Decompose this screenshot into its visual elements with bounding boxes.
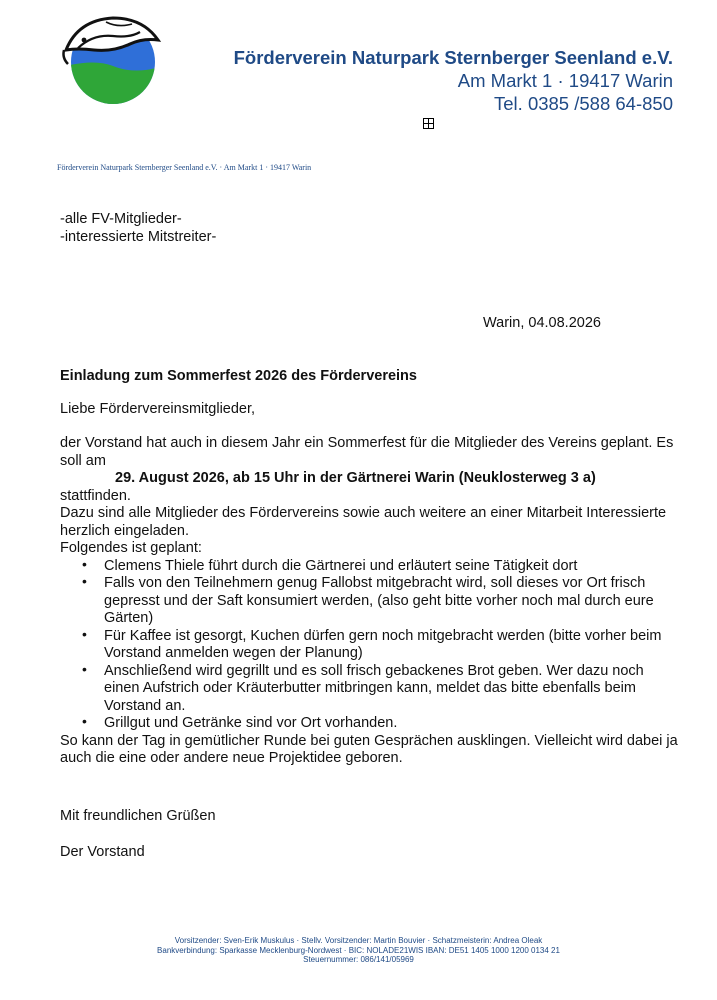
event-closing-text: stattfinden. — [60, 487, 131, 504]
bullet-icon: • — [82, 660, 87, 677]
list-item — [60, 660, 680, 716]
list-item — [60, 715, 680, 733]
list-item — [60, 575, 680, 628]
outro-paragraph: So kann der Tag in gemütlicher Runde bei guten Gesprächen ausklingen. Vielleicht wird dabei ja auch die eine oder andere neue Projektidee geboren. — [60, 732, 678, 766]
letter-signature: Der Vorstand — [60, 844, 145, 860]
sender-return-address: Förderverein Naturpark Sternberger Seenland e.V. · Am Markt 1 · 19417 Warin — [57, 163, 312, 172]
list-item-text: Anschließend wird gegrillt und es soll frisch gebackenes Brot geben. Wer dazu noch einen Aufstrich oder Kräuterbutter mitbringen kann, meldet das bitte ebenfalls beim Vorstand an. — [104, 662, 644, 714]
list-item — [60, 555, 680, 576]
recipient-block — [60, 210, 216, 246]
footer-tax-line: Steuernummer: 086/141/05969 — [303, 955, 414, 964]
anchor-move-icon[interactable] — [423, 118, 434, 129]
invitation-text: Dazu sind alle Mitglieder des Fördervereins sowie auch weitere an einer Mitarbeit Interessierte herzlich eingeladen. — [60, 505, 667, 539]
recipient-line: -interessierte Mitstreiter- — [60, 229, 217, 245]
letter-closing: Mit freundlichen Grüßen — [60, 808, 216, 824]
bullet-icon: • — [82, 573, 87, 589]
page-footer — [0, 936, 717, 965]
event-details: 29. August 2026, ab 15 Uhr in der Gärtnerei Warin (Neuklosterweg 3 a) — [115, 470, 596, 486]
letter-subject: Einladung zum Sommerfest 2026 des Fördervereins — [60, 368, 417, 384]
bullet-icon: • — [82, 555, 87, 572]
intro-paragraph: der Vorstand hat auch in diesem Jahr ein Sommerfest für die Mitglieder des Vereins geplant. Es soll am — [60, 435, 674, 469]
bullet-icon: • — [82, 713, 87, 729]
list-item-text: Falls von den Teilnehmern genug Fallobst mitgebracht wird, soll dieses vor Ort frisch gepresst und der Saft konsumiert werden, (also geht bitte vorher noch mal durch eure Gärten) — [104, 575, 654, 626]
plan-list — [60, 555, 680, 733]
footer-bank-line: Bankverbindung: Sparkasse Mecklenburg-Nordwest · BIC: NOLADE21WIS IBAN: DE51 1405 1000 1200 0134 21 — [157, 945, 560, 955]
letter-date: Warin, 04.08.2026 — [483, 315, 601, 331]
plan-heading: Folgendes ist geplant: — [60, 540, 202, 556]
bullet-icon: • — [82, 625, 87, 642]
fish-sun-logo-icon — [58, 10, 168, 105]
letter-greeting: Liebe Fördervereinsmitglieder, — [60, 400, 256, 417]
organization-phone: Tel. 0385 /588 64-850 — [494, 93, 673, 114]
recipient-line: -alle FV-Mitglieder- — [60, 211, 182, 227]
list-item — [60, 625, 680, 663]
list-item-text: Für Kaffee ist gesorgt, Kuchen dürfen gern noch mitgebracht werden (bitte vorher beim Vorstand anmelden wegen der Planung) — [104, 627, 662, 661]
footer-board-line: Vorsitzender: Sven-Erik Muskulus · Stellv. Vorsitzender: Martin Bouvier · Schatzmeisterin: Andrea Oleak — [174, 936, 543, 945]
letter-body — [60, 368, 680, 768]
list-item-text: Grillgut und Getränke sind vor Ort vorhanden. — [104, 715, 398, 731]
list-item-text: Clemens Thiele führt durch die Gärtnerei und erläutert seine Tätigkeit dort — [104, 557, 578, 574]
organization-name: Förderverein Naturpark Sternberger Seenland e.V. — [233, 47, 673, 68]
organization-address: Am Markt 1 · 19417 Warin — [457, 70, 673, 91]
